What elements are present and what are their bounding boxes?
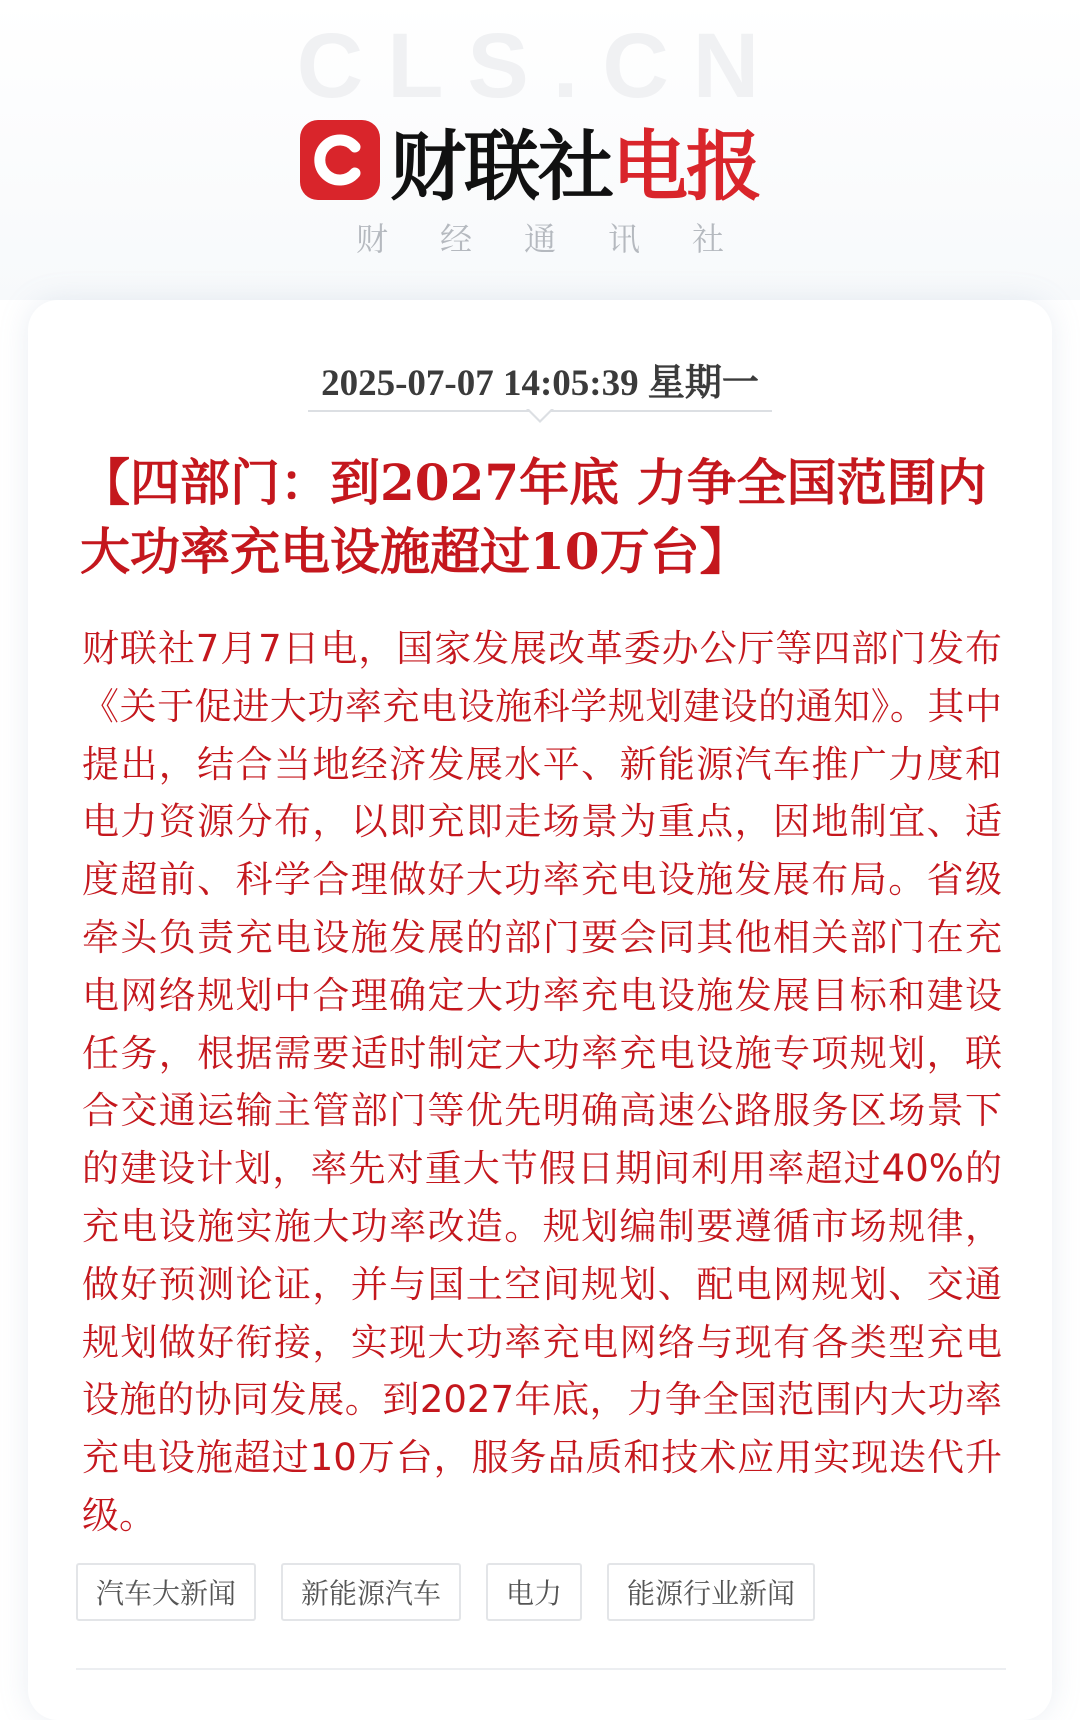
tag-list xyxy=(76,1563,815,1621)
datetime-divider-notch xyxy=(526,409,554,423)
c-logo-glyph xyxy=(309,129,371,191)
tag-auto-news[interactable]: 汽车大新闻 xyxy=(76,1563,256,1621)
bottom-divider xyxy=(76,1668,1006,1670)
brand-name-main: 财联社 xyxy=(390,121,612,211)
publish-datetime: 2025-07-07 14:05:39 星期一 xyxy=(321,363,759,404)
article-headline: 【四部门：到2027年底 力争全国范围内大功率充电设施超过10万台】 xyxy=(80,453,987,581)
tag-electricity[interactable]: 电力 xyxy=(486,1563,582,1621)
tag-new-energy-vehicles[interactable]: 新能源汽车 xyxy=(281,1563,461,1621)
brand-logo-icon xyxy=(300,120,380,200)
brand-name xyxy=(390,106,760,215)
site-watermark: CLS.CN xyxy=(296,15,784,117)
brand-tagline: 财经通讯社 xyxy=(355,220,776,258)
tag-energy-industry-news[interactable]: 能源行业新闻 xyxy=(607,1563,815,1621)
article-body: 财联社7月7日电，国家发展改革委办公厅等四部门发布《关于促进大功率充电设施科学规划建设的通知》。其中提出，结合当地经济发展水平、新能源汽车推广力度和电力资源分布，以即充即走场景为重点，因地制宜、适度超前、科学合理做好大功率充电设施发展布局。省级牵头负责充电设施发展的部门要会同其他相关部门在充电网络规划中合理确定大功率充电设施发展目标和建设任务，根据需要适时制定大功率充电设施专项规划，联合交通运输主管部门等优先明确高速公路服务区场景下的建设计划，率先对重大节假日期间利用率超过40%的充电设施实施大功率改造。规划编制要遵循市场规律，做好预测论证，并与国土空间规划、配电网规划、交通规划做好衔接，实现大功率充电网络与现有各类型充电设施的协同发展。到2027年底，力争全国范围内大功率充电设施超过10万台，服务品质和技术应用实现迭代升级。 xyxy=(82,627,1002,1537)
brand-name-accent: 电报 xyxy=(612,121,760,211)
brand-logo xyxy=(300,118,760,211)
